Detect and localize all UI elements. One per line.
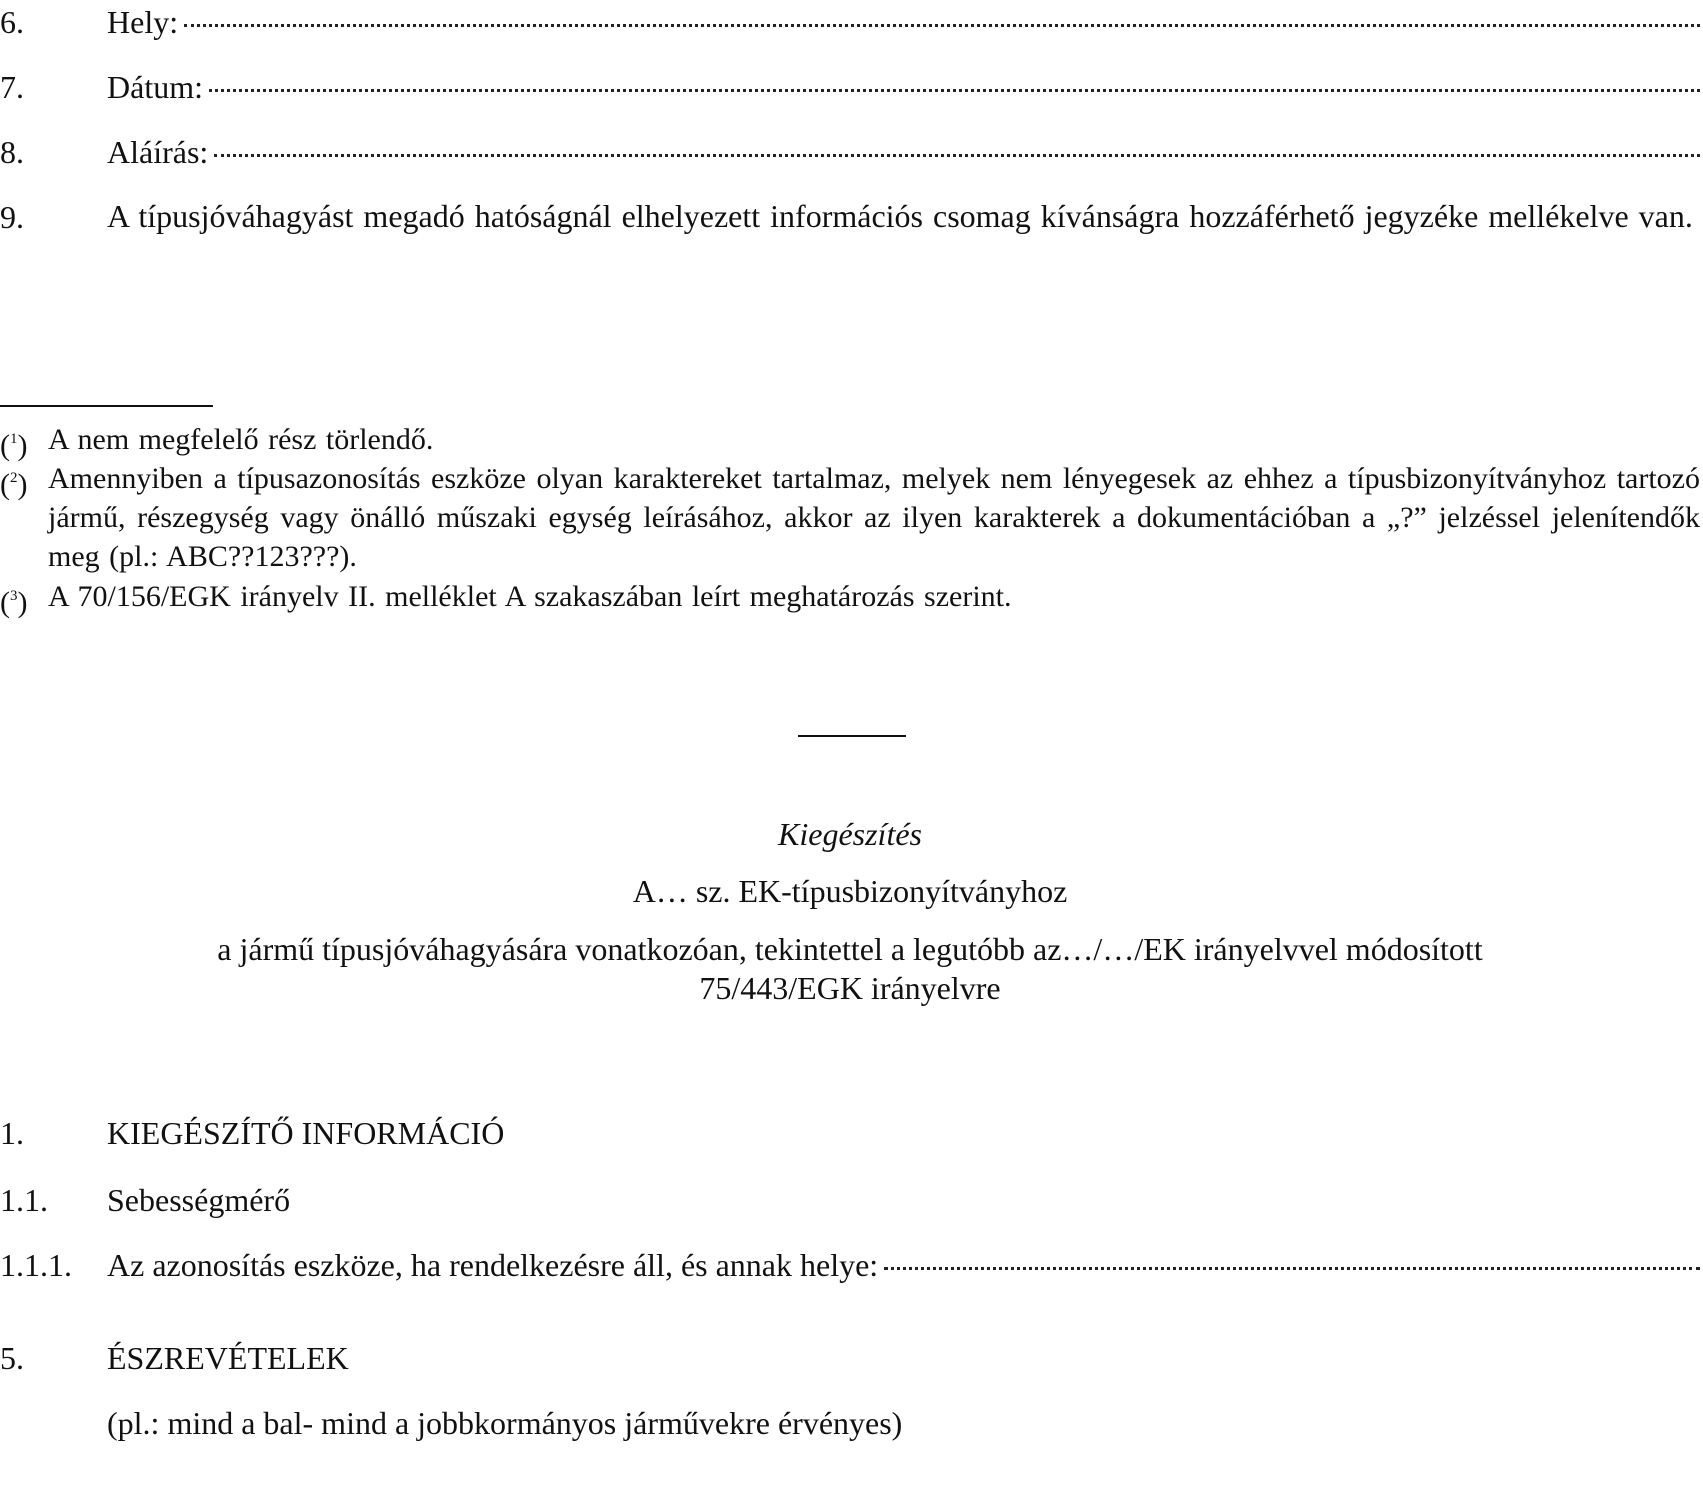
section-heading: KIEGÉSZÍTŐ INFORMÁCIÓ — [107, 1115, 505, 1151]
section-separator — [798, 735, 906, 737]
dotted-leader — [209, 87, 1700, 92]
section-1-1-1 — [0, 1245, 1700, 1285]
field-line — [107, 1245, 1700, 1285]
field-number: 8. — [0, 134, 24, 170]
supplement-description: a jármű típusjóváhagyására vonatkozóan, tekintettel a legutóbb az…/…/EK irányelvvel módosított 75/443/EGK irányelvre — [217, 931, 1483, 1006]
field-label: Dátum: — [107, 69, 203, 105]
field-label: Hely: — [107, 4, 179, 40]
item-number: 9. — [0, 199, 24, 235]
footnote-mark: ($^3$) — [0, 586, 28, 619]
section-number: 1.1.1. — [0, 1247, 72, 1283]
supplement-subtitle: A… sz. EK-típusbizonyítványhoz — [632, 873, 1068, 909]
footnote-text: A 70/156/EGK irányelv II. melléklet A szakaszában leírt meghatározás szerint. — [48, 580, 1012, 613]
footnote-2 — [0, 459, 1700, 579]
field-datum — [0, 67, 1700, 107]
footnote-text: A nem megfelelő rész törlendő. — [48, 423, 434, 456]
section-number: 5. — [0, 1340, 24, 1376]
item-9-text: A típusjóváhagyást megadó hatóságnál elhelyezett információs csomag kívánságra hozzáférhető jegyzéke mellékelve van. — [107, 198, 1693, 234]
dotted-leader — [884, 1265, 1700, 1270]
field-alairas — [0, 132, 1700, 172]
field-number: 6. — [0, 4, 24, 40]
footnote-1 — [0, 420, 1700, 460]
footnote-text: Amennyiben a típusazonosítás eszköze olyan karaktereket tartalmaz, melyek nem lényegesek az ehhez a típusbizonyítványhoz tartozó jármű, részegység vagy önálló műszaki egység leírásához, akkor az ilyen karakterek a dokumentációban a „?” jelzéssel jelenítendők meg (pl.: ABC??123???). — [48, 462, 1700, 573]
supplement-title: Kiegészítés — [778, 816, 922, 852]
dotted-leader — [214, 152, 1700, 157]
section-number: 1.1. — [0, 1182, 48, 1218]
section-number: 1. — [0, 1115, 24, 1151]
footnote-3 — [0, 577, 1700, 617]
section-5 — [0, 1338, 1700, 1378]
field-label: Aláírás: — [107, 134, 209, 170]
footnote-separator — [0, 405, 213, 407]
field-line — [107, 2, 1700, 42]
section-heading: Sebességmérő — [107, 1182, 291, 1218]
field-number: 7. — [0, 69, 24, 105]
section-note: (pl.: mind a bal- mind a jobbkormányos járművekre érvényes) — [107, 1405, 903, 1441]
section-heading: ÉSZREVÉTELEK — [107, 1340, 349, 1376]
footnote-mark: ($^2$) — [0, 468, 28, 501]
section-1-1 — [0, 1180, 1700, 1220]
section-5-note — [0, 1403, 1700, 1443]
field-label: Az azonosítás eszköze, ha rendelkezésre áll, és annak helye: — [107, 1247, 879, 1283]
footnote-mark: ($^1$) — [0, 429, 28, 462]
section-1 — [0, 1113, 1700, 1153]
field-line — [107, 132, 1700, 172]
field-line — [107, 67, 1700, 107]
dotted-leader — [184, 22, 1700, 27]
field-hely — [0, 2, 1700, 42]
